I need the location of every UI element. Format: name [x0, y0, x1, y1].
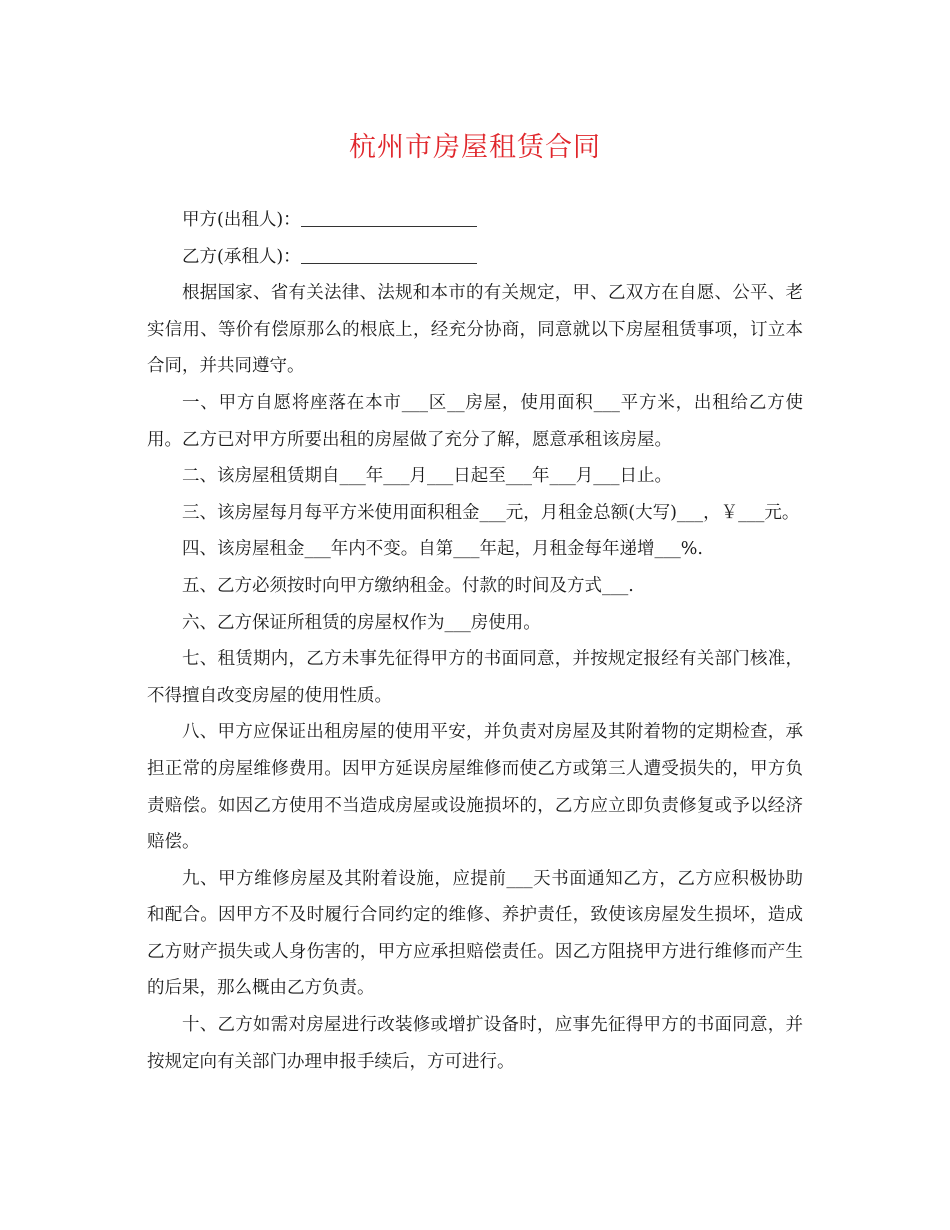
clause-4: 四、该房屋租金___年内不变。自第___年起，月租金每年递增___%.	[182, 539, 703, 560]
party-b-blank	[301, 245, 477, 264]
clause-1: 一、甲方自愿将座落在本市___区__房屋，使用面积___平方米，出租给乙方使用。乙方已对甲方所要出租的房屋做了充分了解，愿意承租该房屋。	[147, 392, 803, 450]
clause-8: 八、甲方应保证出租房屋的使用平安，并负责对房屋及其附着物的定期检查，承担正常的房屋维修费用。因甲方延误房屋维修而使乙方或第三人遭受损失的，甲方负责赔偿。如因乙方使用不当造成房屋或设施损坏的，乙方应立即负责修复或予以经济赔偿。	[147, 722, 803, 853]
clause-2: 二、该房屋租赁期自___年___月___日起至___年___月___日止。	[182, 466, 672, 487]
clause-9: 九、甲方维修房屋及其附着设施，应提前___天书面通知乙方，乙方应积极协助和配合。因甲方不及时履行合同约定的维修、养护责任，致使该房屋发生损坏，造成乙方财产损失或人身伤害的，甲方应承担赔偿责任。因乙方阻挠甲方进行维修而产生的后果，那么概由乙方负责。	[147, 868, 803, 999]
clause-3: 三、该房屋每月每平方米使用面积租金___元，月租金总额(大写)___，￥___元。	[182, 502, 800, 523]
document-title: 杭州市房屋租赁合同	[349, 132, 601, 163]
clause-5: 五、乙方必须按时向甲方缴纳租金。付款的时间及方式___.	[182, 575, 634, 596]
clause-7: 七、租赁期内，乙方未事先征得甲方的书面同意，并按规定报经有关部门核准，不得擅自改变房屋的使用性质。	[147, 649, 803, 706]
party-a-label: 甲方(出租人)：	[182, 210, 301, 230]
party-a-line	[147, 202, 803, 239]
clause-6: 六、乙方保证所租赁的房屋权作为___房使用。	[182, 612, 541, 633]
party-b-label: 乙方(承租人)：	[182, 246, 301, 267]
party-b-line	[147, 239, 803, 276]
document-body	[147, 202, 803, 1080]
preamble-paragraph: 根据国家、省有关法律、法规和本市的有关规定，甲、乙双方在自愿、公平、老实信用、等价有偿原那么的根底上，经充分协商，同意就以下房屋租赁事项，订立本合同，并共同遵守。	[147, 283, 803, 377]
party-a-blank	[301, 209, 477, 228]
clause-10: 十、乙方如需对房屋进行改装修或增扩设备时，应事先征得甲方的书面同意，并按规定向有关部门办理申报手续后，方可进行。	[147, 1015, 803, 1072]
